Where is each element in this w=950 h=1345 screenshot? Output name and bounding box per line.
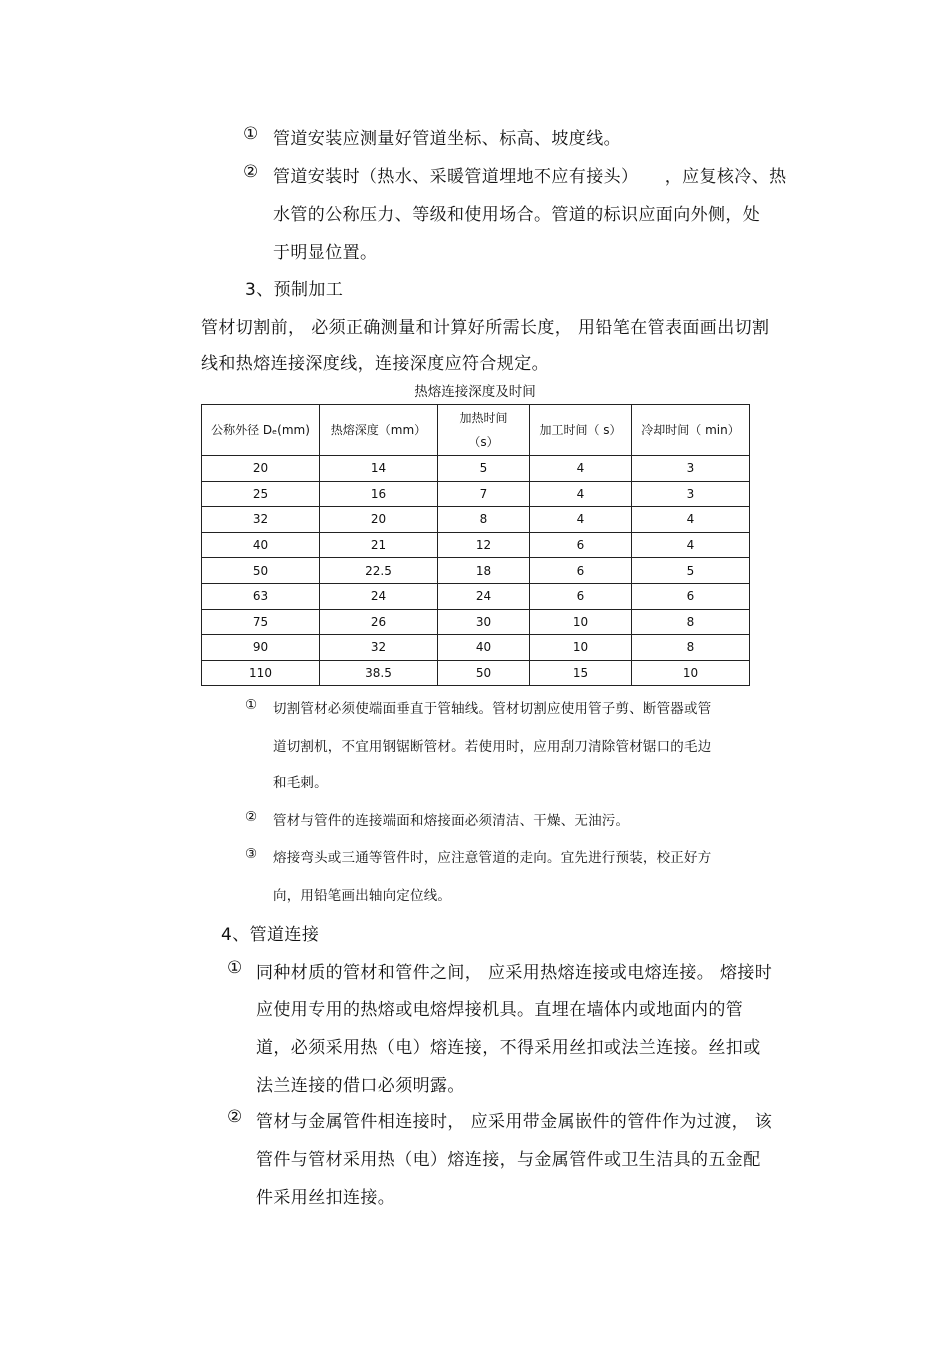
table-cell: 110: [202, 660, 320, 686]
table-cell: 30: [438, 609, 530, 635]
table-cell: 40: [438, 635, 530, 661]
item-line: 件采用丝扣连接。: [256, 1188, 396, 1208]
table-cell: 32: [202, 507, 320, 533]
table-cell: 26: [320, 609, 438, 635]
table-row: [202, 481, 750, 507]
table-cell: 50: [202, 558, 320, 584]
table-cell: 63: [202, 583, 320, 609]
table-row: [202, 558, 750, 584]
table-cell: 21: [320, 532, 438, 558]
item-line: 管材与金属管件相连接时， 应采用带金属嵌件的管件作为过渡， 该: [256, 1112, 773, 1132]
table-cell: 7: [438, 481, 530, 507]
note-line: 向，用铅笔画出轴向定位线。: [273, 888, 452, 904]
section-heading: 3、预制加工: [245, 280, 344, 300]
table-cell: 4: [632, 532, 750, 558]
step-marker: ②: [243, 162, 259, 182]
table-header-row: [202, 405, 750, 456]
table-cell: 20: [320, 507, 438, 533]
table-row: [202, 456, 750, 482]
paragraph-line: 线和热熔连接深度线，连接深度应符合规定。: [201, 354, 549, 374]
table-cell: 4: [530, 507, 632, 533]
note-line: 熔接弯头或三通等管件时，应注意管道的走向。宜先进行预装，校正好方: [273, 850, 712, 866]
step-line: 管道安装应测量好管道坐标、标高、坡度线。: [273, 129, 621, 149]
table-cell: 8: [632, 609, 750, 635]
item-line: 同种材质的管材和管件之间， 应采用热熔连接或电熔连接。 熔接时: [256, 963, 773, 983]
step-line: 管道安装时（热水、采暖管道埋地不应有接头） ，应复核冷、热: [273, 167, 787, 187]
table-row: [202, 660, 750, 686]
note-line: 道切割机，不宜用钢锯断管材。若使用时，应用刮刀清除管材锯口的毛边: [273, 739, 712, 755]
item-line: 法兰连接的借口必须明露。: [256, 1076, 465, 1096]
note-line: 管材与管件的连接端面和熔接面必须清洁、干燥、无油污。: [273, 813, 630, 829]
table-cell: 5: [632, 558, 750, 584]
table-row: [202, 507, 750, 533]
table-cell: 25: [202, 481, 320, 507]
note-marker: ③: [245, 846, 258, 862]
note-marker: ①: [245, 697, 258, 713]
item-marker: ①: [227, 958, 243, 978]
table-cell: 10: [530, 609, 632, 635]
table-cell: 50: [438, 660, 530, 686]
table-cell: 14: [320, 456, 438, 482]
table-cell: 10: [530, 635, 632, 661]
note-line: 切割管材必须使端面垂直于管轴线。管材切割应使用管子剪、断管器或管: [273, 701, 712, 717]
step-line: 于明显位置。: [273, 243, 378, 263]
table-row: [202, 532, 750, 558]
table-cell: 8: [438, 507, 530, 533]
table-cell: 38.5: [320, 660, 438, 686]
column-header-line: （s）: [468, 435, 499, 449]
table-row: [202, 635, 750, 661]
column-header: [438, 405, 530, 456]
table-cell: 24: [320, 583, 438, 609]
table-cell: 22.5: [320, 558, 438, 584]
table-cell: 40: [202, 532, 320, 558]
section-heading: 4、管道连接: [221, 925, 320, 945]
table-cell: 6: [530, 558, 632, 584]
item-line: 应使用专用的热熔或电熔焊接机具。直埋在墙体内或地面内的管: [256, 1000, 744, 1020]
table-cell: 16: [320, 481, 438, 507]
table-cell: 32: [320, 635, 438, 661]
table-cell: 20: [202, 456, 320, 482]
table-row: [202, 609, 750, 635]
item-line: 道，必须采用热（电）熔连接，不得采用丝扣或法兰连接。丝扣或: [256, 1038, 761, 1058]
table-cell: 5: [438, 456, 530, 482]
table-cell: 3: [632, 481, 750, 507]
table-cell: 10: [632, 660, 750, 686]
table-cell: 12: [438, 532, 530, 558]
table-cell: 6: [632, 583, 750, 609]
table-cell: 15: [530, 660, 632, 686]
table-cell: 75: [202, 609, 320, 635]
column-header: 热熔深度（mm）: [320, 405, 438, 456]
table-caption: 热熔连接深度及时间: [414, 384, 536, 400]
table-cell: 18: [438, 558, 530, 584]
table-cell: 6: [530, 532, 632, 558]
step-line: 水管的公称压力、等级和使用场合。管道的标识应面向外侧，处: [273, 205, 761, 225]
column-header: 公称外径 Dₑ(mm): [202, 405, 320, 456]
table-cell: 90: [202, 635, 320, 661]
column-header-line: 加热时间: [459, 411, 508, 425]
table-cell: 8: [632, 635, 750, 661]
paragraph-line: 管材切割前， 必须正确测量和计算好所需长度， 用铅笔在管表面画出切割: [201, 318, 770, 338]
table-cell: 3: [632, 456, 750, 482]
table-cell: 4: [530, 481, 632, 507]
column-header: 加工时间（ s）: [530, 405, 632, 456]
step-marker: ①: [243, 124, 259, 144]
table-cell: 6: [530, 583, 632, 609]
table-cell: 4: [530, 456, 632, 482]
column-header: 冷却时间（ min）: [632, 405, 750, 456]
table-row: [202, 583, 750, 609]
note-line: 和毛刺。: [273, 775, 328, 791]
item-marker: ②: [227, 1107, 243, 1127]
table-cell: 24: [438, 583, 530, 609]
item-line: 管件与管材采用热（电）熔连接，与金属管件或卫生洁具的五金配: [256, 1150, 761, 1170]
note-marker: ②: [245, 809, 258, 825]
table-cell: 4: [632, 507, 750, 533]
data-table: [201, 404, 750, 686]
